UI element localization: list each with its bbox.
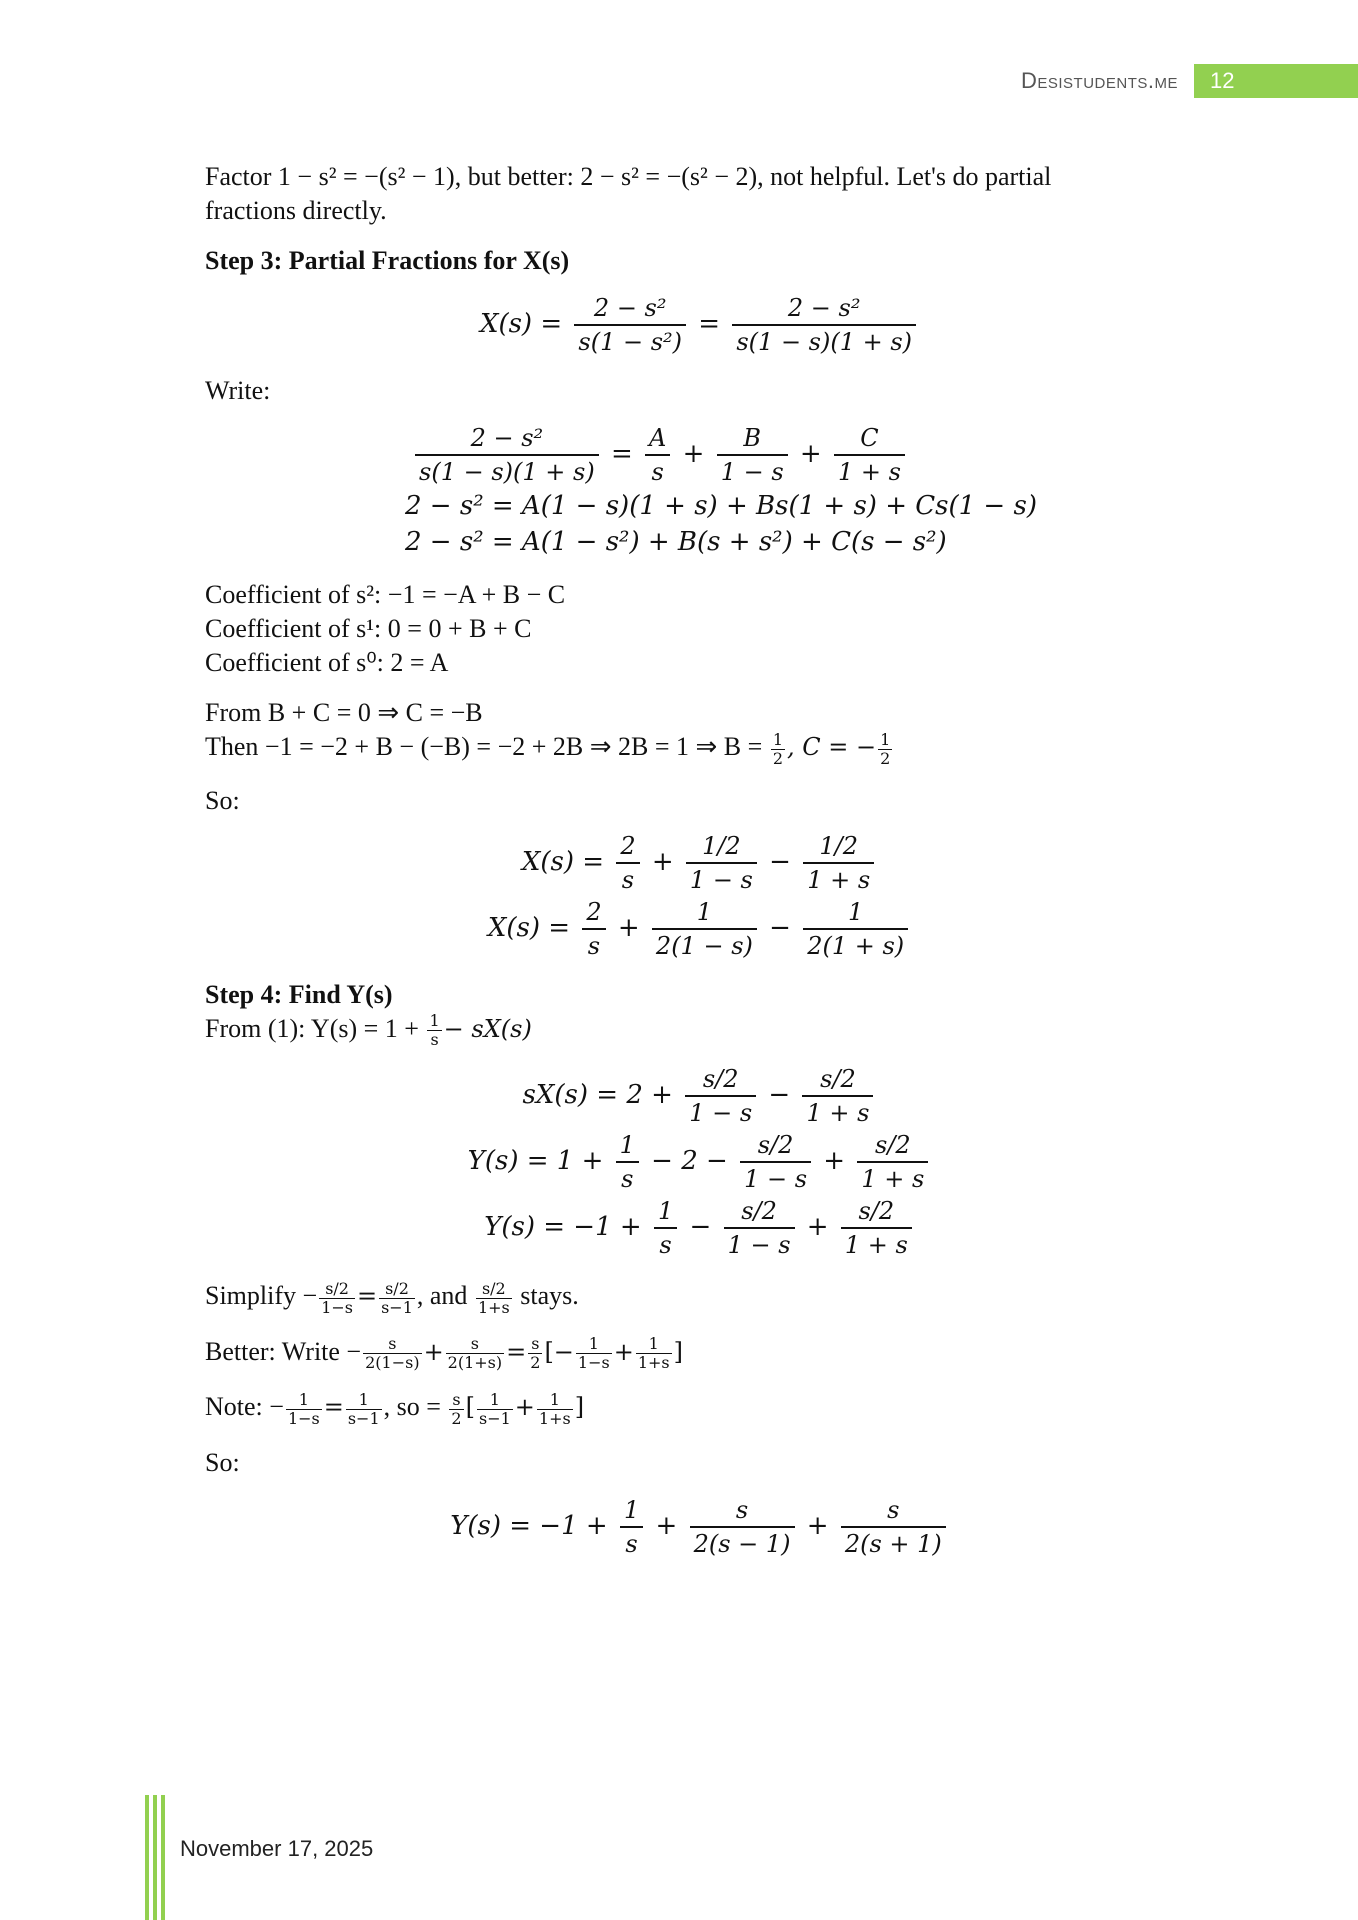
frac: $\frac{s/2}{s-1}$ [381, 1278, 413, 1317]
eq-ys-2: Y(s) = −1 + $\frac{1}{s}$ − $\frac{s/2}{1 - s}$ + $\frac{s/2}{1 + s}$ [205, 1195, 1195, 1261]
frac: $\frac{\text{2 − s²}}{s(1 - s)(1 + s)}$ [415, 422, 599, 488]
frac: $\frac{1}{1-s}$ [577, 1334, 610, 1373]
footer-bar [161, 1795, 165, 1920]
frac: $\frac{1}{2}$ [772, 729, 783, 768]
coef-s1: Coefficient of s¹: 0 = 0 + B + C [205, 614, 532, 643]
eq-sxs: sX(s) = 2 + $\frac{s/2}{1 - s}$ − $\frac{s/2}{1 + s}$ [205, 1063, 1195, 1129]
frac: $\frac{1}{s-1}$ [347, 1389, 380, 1428]
note-text: Note: − [205, 1392, 284, 1422]
frac: $\frac{s}{2}$ [530, 1334, 541, 1373]
so-label: So: [205, 785, 240, 815]
eq-xs-result-1: X(s) = $\frac{2}{s}$ + $\frac{1/2}{1 - s}$ − $\frac{1/2}{1 + s}$ [205, 830, 1195, 896]
intro-line-2: fractions directly. [205, 196, 387, 225]
so-label-2: So: [205, 1447, 240, 1477]
footer-bar [153, 1795, 157, 1920]
intro-line-1: Factor 1 − s² = −(s² − 1), but better: 2 − s² = −(s² − 2), not helpful. Let's do partial [205, 162, 1052, 191]
footer-bar [145, 1795, 149, 1920]
eq-partial-setup: $\frac{\text{2 − s²}}{s(1 - s)(1 + s)}$ = $\frac{A}{s}$ + $\frac{B}{1 - s}$ + $\frac{C}{1 + s}$ [125, 422, 1195, 488]
simplify-text: Simplify − [205, 1281, 318, 1311]
frac: $\frac{1}{1+s}$ [637, 1334, 670, 1373]
frac: $\frac{s/2}{1 - s}$ [685, 1063, 756, 1129]
write-label: Write: [205, 376, 271, 405]
eq-ys-1: Y(s) = 1 + $\frac{1}{s}$ − 2 − $\frac{s/2}{1 - s}$ + $\frac{s/2}{1 + s}$ [205, 1129, 1195, 1195]
frac: $\frac{1}{s-1}$ [478, 1389, 511, 1428]
frac: $\frac{s/2}{1 - s}$ [740, 1129, 811, 1195]
frac: $\frac{1}{s}$ [616, 1129, 639, 1195]
frac: $\frac{1}{s}$ [429, 1011, 440, 1050]
step4-heading: Step 4: Find Y(s) [205, 979, 393, 1009]
frac: $\frac{s}{2}$ [451, 1389, 462, 1428]
frac: $\frac{s/2}{1+s}$ [477, 1278, 510, 1317]
frac: $\frac{1}{1+s}$ [538, 1389, 571, 1428]
header-site-name: Desistudents.me [1020, 68, 1178, 93]
step3-heading: Step 3: Partial Fractions for X(s) [205, 246, 570, 275]
frac: $\frac{s}{2(s + 1)}$ [841, 1494, 946, 1560]
footer-date: November 17, 2025 [180, 1836, 374, 1861]
coef-s0: Coefficient of s⁰: 2 = A [205, 648, 449, 677]
frac: $\frac{s}{2(s - 1)}$ [690, 1494, 795, 1560]
frac: $\frac{s/2}{1 + s}$ [841, 1195, 912, 1261]
frac: $\frac{1/2}{1 - s}$ [686, 830, 757, 896]
frac: $\frac{1}{1-s}$ [287, 1389, 320, 1428]
frac: $\frac{s/2}{1 + s}$ [802, 1063, 873, 1129]
from1-line: From (1): Y(s) = 1 + $\frac{1}{s}$ − sX(s) [205, 1011, 532, 1050]
then-line-text: Then −1 = −2 + B − (−B) = −2 + 2B ⇒ 2B = 1 ⇒ B = [205, 732, 763, 761]
frac: $\frac{1}{s}$ [654, 1195, 677, 1261]
frac: $\frac{1}{2(1 + s)}$ [803, 896, 908, 962]
frac: $\frac{A}{s}$ [645, 422, 670, 488]
frac: $\frac{s/2}{1 - s}$ [724, 1195, 795, 1261]
frac: $\frac{B}{1 - s}$ [717, 422, 788, 488]
so-eq-text: , so = [383, 1392, 441, 1422]
better-text: Better: Write − [205, 1336, 362, 1366]
coef-s2: Coefficient of s²: −1 = −A + B − C [205, 580, 566, 609]
eq-xs-definition: X(s) = $\frac{\text{2 − s²}}{\text{s(1 − s²)}}$ = $\frac{\text{2 − s²}}{s(1 - s)(1 + s)}$ [205, 292, 1195, 358]
and-text: , and [416, 1281, 468, 1311]
frac: $\frac{1}{2}$ [880, 729, 891, 768]
eq-expand-1: 2 − s² = A(1 − s)(1 + s) + Bs(1 + s) + Cs(1 − s) [405, 491, 1037, 521]
frac: $\frac{1}{2(1 - s)}$ [652, 896, 757, 962]
frac: $\frac{C}{1 + s}$ [834, 422, 905, 488]
stays-text: stays. [520, 1281, 579, 1311]
eq-expand-2: 2 − s² = A(1 − s²) + B(s + s²) + C(s − s²) [405, 527, 947, 557]
frac: $\frac{s}{2(1+s)}$ [447, 1334, 503, 1373]
header-page-number: 12 [1194, 64, 1358, 98]
page-content [205, 160, 1195, 1560]
frac: $\frac{s/2}{1-s}$ [321, 1278, 353, 1317]
then-line: Then −1 = −2 + B − (−B) = −2 + 2B ⇒ 2B = 1 ⇒ B = $\frac{1}{2}$ , C = − $\frac{1}{2}$ [205, 729, 891, 768]
better-line: Better: Write − $\frac{s}{2(1-s)}$ + $\frac{s}{2(1+s)}$ = $\frac{s}{2}$ [− $\frac{1}{1-s}$ + $\frac{1}{1+s}$ ] [205, 1334, 683, 1373]
frac: $\frac{1/2}{1 + s}$ [803, 830, 874, 896]
frac: $\frac{s}{2(1-s)}$ [365, 1334, 420, 1373]
eq-ys-final: Y(s) = −1 + $\frac{1}{s}$ + $\frac{s}{2(s - 1)}$ + $\frac{s}{2(s + 1)}$ [205, 1494, 1195, 1560]
frac: $\frac{2}{s}$ [582, 896, 605, 962]
footer-decoration [145, 1795, 165, 1920]
frac: $\frac{\text{2 − s²}}{\text{s(1 − s²)}}$ [574, 292, 686, 358]
note-line: Note: − $\frac{1}{1-s}$ = $\frac{1}{s-1}$ , so = $\frac{s}{2}$ [ $\frac{1}{s-1}$ + $\frac{1}{1+s}$ ] [205, 1389, 585, 1428]
frac: $\frac{1}{s}$ [620, 1494, 643, 1560]
from1-text: From (1): Y(s) = 1 + [205, 1013, 419, 1043]
simplify-line: Simplify − $\frac{s/2}{1-s}$ = $\frac{s/2}{s-1}$ , and $\frac{s/2}{1+s}$ stays. [205, 1278, 579, 1317]
frac: $\frac{\text{2 − s²}}{s(1 - s)(1 + s)}$ [732, 292, 916, 358]
frac: $\frac{s/2}{1 + s}$ [857, 1129, 928, 1195]
from-bc: From B + C = 0 ⇒ C = −B [205, 698, 483, 727]
eq-xs-result-2: X(s) = $\frac{2}{s}$ + $\frac{1}{2(1 - s)}$ − $\frac{1}{2(1 + s)}$ [205, 896, 1195, 962]
frac: $\frac{2}{s}$ [616, 830, 639, 896]
